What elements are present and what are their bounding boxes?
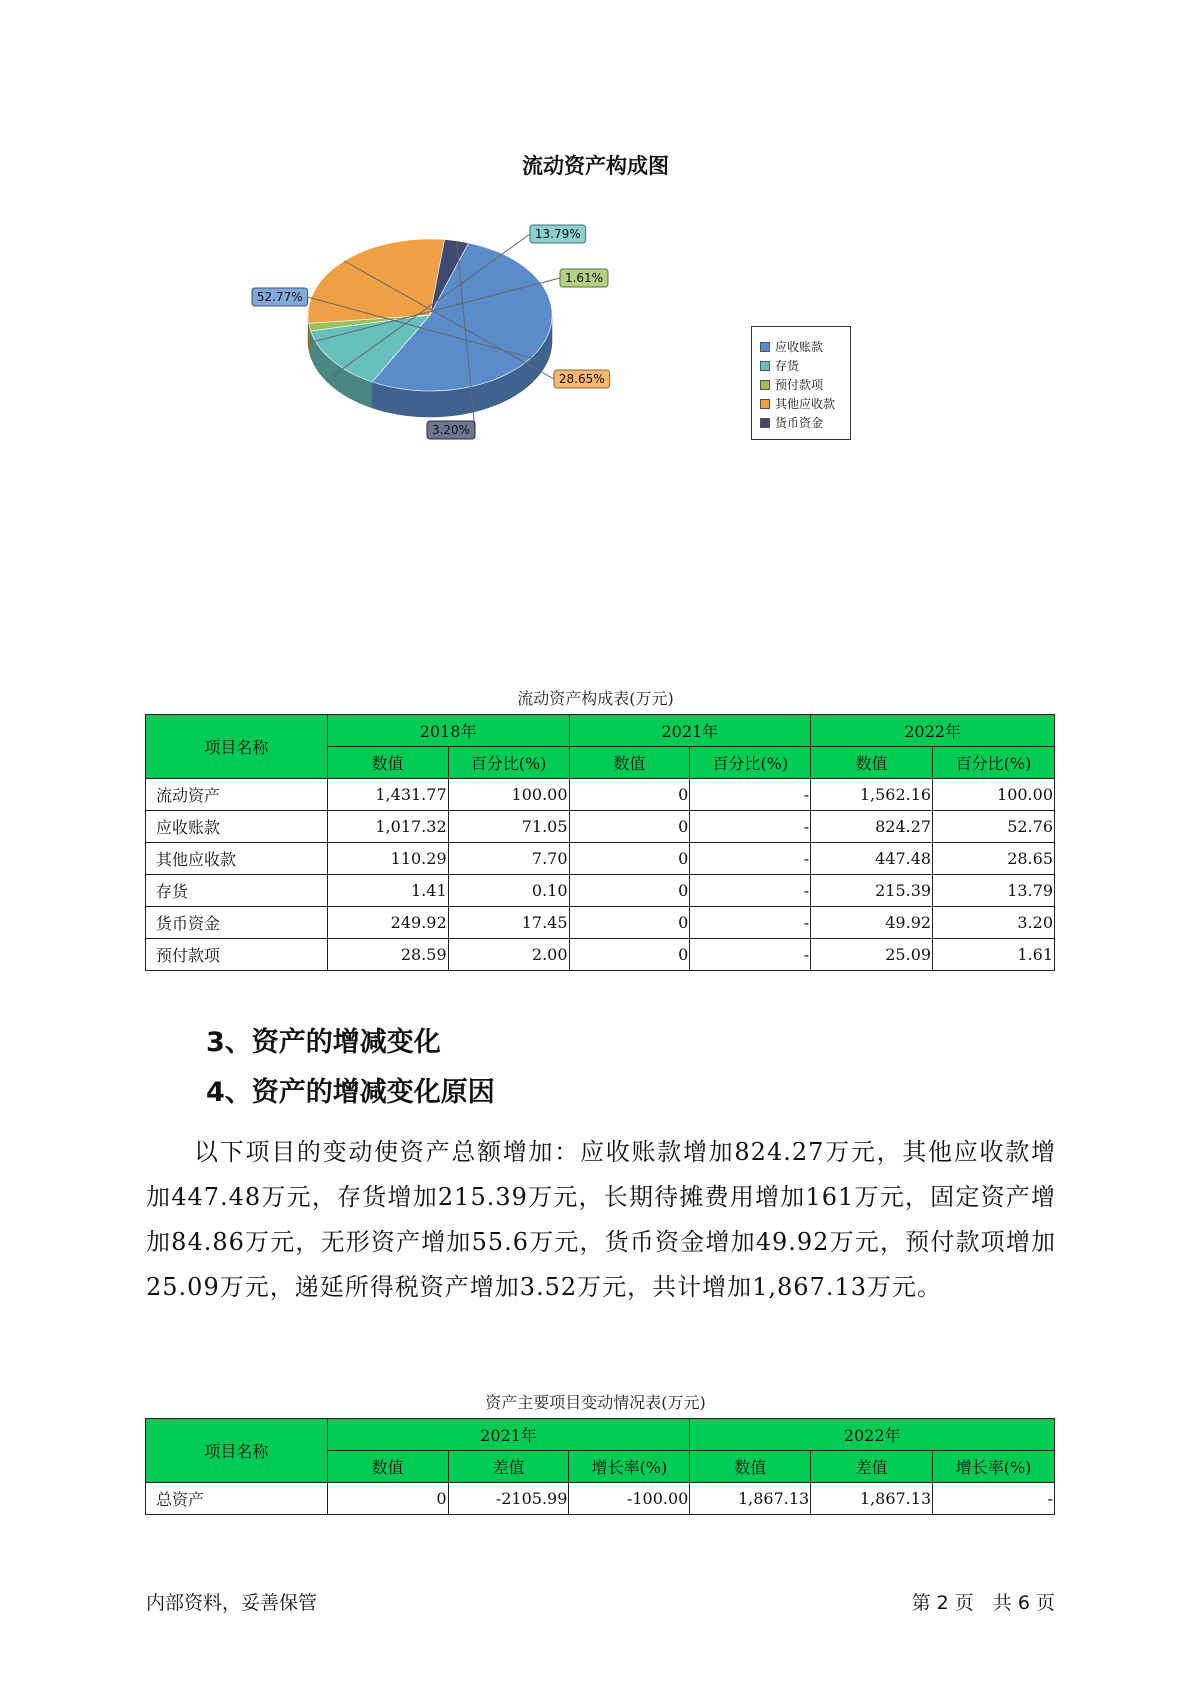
table-row: [146, 779, 1055, 811]
header-percent: 百分比(%): [933, 747, 1055, 779]
legend-swatch: [760, 342, 770, 352]
header-item-name: 项目名称: [146, 715, 328, 779]
header-difference: 差值: [448, 1451, 569, 1483]
legend-label: 货币资金: [775, 416, 824, 430]
header-percent: 百分比(%): [448, 747, 569, 779]
cell: 0: [569, 779, 690, 811]
cell: 1.61: [933, 939, 1055, 971]
legend-swatch: [760, 418, 770, 428]
cell: -: [690, 779, 811, 811]
header-value: 数值: [811, 747, 933, 779]
cell: 13.79: [933, 875, 1055, 907]
section-heading-3: 3、资产的增减变化: [206, 1027, 441, 1058]
header-value: 数值: [569, 747, 690, 779]
data-label: 1.61%: [564, 271, 604, 285]
page-current: 2: [936, 1592, 949, 1614]
legend-item: [760, 356, 850, 375]
legend-label: 存货: [775, 359, 800, 373]
cell: 3.20: [933, 907, 1055, 939]
cell: 0: [569, 811, 690, 843]
section-heading-4: 4、资产的增减变化原因: [206, 1077, 495, 1108]
cell: 52.76: [933, 811, 1055, 843]
cell: -: [690, 875, 811, 907]
cell: 1,562.16: [811, 779, 933, 811]
table-header-row: [146, 715, 1055, 747]
pie-chart: [200, 210, 620, 470]
table-row: [146, 1483, 1055, 1515]
cell: 100.00: [933, 779, 1055, 811]
cell: 71.05: [448, 811, 569, 843]
cell: 28.59: [327, 939, 448, 971]
header-value: 数值: [690, 1451, 811, 1483]
cell: 0.10: [448, 875, 569, 907]
table1-caption: 流动资产构成表(万元): [517, 689, 674, 708]
cell: 25.09: [811, 939, 933, 971]
legend-label: 其他应收款: [775, 397, 836, 411]
cell: 1,431.77: [327, 779, 448, 811]
cell: 49.92: [811, 907, 933, 939]
data-label: 28.65%: [558, 372, 605, 386]
cell: 28.65: [933, 843, 1055, 875]
table-row: [146, 843, 1055, 875]
row-name: 流动资产: [146, 779, 328, 811]
cell: 0: [327, 1483, 448, 1515]
cell: 2.00: [448, 939, 569, 971]
table-row: [146, 811, 1055, 843]
cell: -100.00: [569, 1483, 690, 1515]
legend-item: [760, 394, 850, 413]
cell: 100.00: [448, 779, 569, 811]
cell: 447.48: [811, 843, 933, 875]
data-label: 52.77%: [256, 290, 303, 304]
page-mid: 页 共: [954, 1592, 1012, 1614]
legend-label: 应收账款: [775, 340, 824, 354]
header-year: 2021年: [569, 715, 811, 747]
chart-title: 流动资产构成图: [522, 154, 669, 178]
page-total: 6: [1017, 1592, 1030, 1614]
header-growth-rate: 增长率(%): [933, 1451, 1055, 1483]
cell: 7.70: [448, 843, 569, 875]
cell: 215.39: [811, 875, 933, 907]
cell: -: [690, 811, 811, 843]
row-name: 总资产: [146, 1483, 328, 1515]
cell: -: [690, 843, 811, 875]
cell: 249.92: [327, 907, 448, 939]
legend-item: [760, 337, 850, 356]
table-row: [146, 875, 1055, 907]
header-value: 数值: [327, 1451, 448, 1483]
header-year: 2022年: [690, 1419, 1055, 1451]
legend-swatch: [760, 399, 770, 409]
asset-change-table: [145, 1418, 1055, 1515]
body-paragraph: 以下项目的变动使资产总额增加：应收账款增加824.27万元，其他应收款增加447.48万元，存货增加215.39万元，长期待摊费用增加161万元，固定资产增加84.86万元，无形资产增加55.6万元，货币资金增加49.92万元，预付款项增加25.09万元，递延所得税资产增加3.52万元，共计增加1,867.13万元。: [146, 1138, 1056, 1301]
legend-item: [760, 413, 850, 432]
data-label: 13.79%: [534, 227, 581, 241]
row-name: 应收账款: [146, 811, 328, 843]
chart-legend: [751, 326, 851, 440]
cell: 1.41: [327, 875, 448, 907]
legend-swatch: [760, 380, 770, 390]
cell: -: [690, 907, 811, 939]
page-prefix: 第: [911, 1592, 931, 1614]
header-item-name: 项目名称: [146, 1419, 328, 1483]
cell: -: [933, 1483, 1055, 1515]
cell: 0: [569, 939, 690, 971]
row-name: 其他应收款: [146, 843, 328, 875]
header-year: 2018年: [327, 715, 569, 747]
cell: -2105.99: [448, 1483, 569, 1515]
row-name: 货币资金: [146, 907, 328, 939]
cell: 1,867.13: [690, 1483, 811, 1515]
header-year: 2022年: [811, 715, 1055, 747]
row-name: 存货: [146, 875, 328, 907]
table-row: [146, 907, 1055, 939]
legend-swatch: [760, 361, 770, 371]
cell: -: [690, 939, 811, 971]
footer-note: 内部资料，妥善保管: [146, 1592, 318, 1614]
legend-item: [760, 375, 850, 394]
header-difference: 差值: [811, 1451, 933, 1483]
row-name: 预付款项: [146, 939, 328, 971]
cell: 0: [569, 843, 690, 875]
cell: 824.27: [811, 811, 933, 843]
page-suffix: 页: [1035, 1592, 1055, 1614]
table-row: [146, 939, 1055, 971]
header-percent: 百分比(%): [690, 747, 811, 779]
cell: 110.29: [327, 843, 448, 875]
header-growth-rate: 增长率(%): [569, 1451, 690, 1483]
table-header-row: [146, 1419, 1055, 1451]
table2-caption: 资产主要项目变动情况表(万元): [485, 1393, 706, 1412]
page-number: [893, 1588, 1055, 1615]
legend-label: 预付款项: [775, 378, 824, 392]
header-value: 数值: [327, 747, 448, 779]
cell: 1,867.13: [811, 1483, 933, 1515]
cell: 17.45: [448, 907, 569, 939]
cell: 1,017.32: [327, 811, 448, 843]
data-label: 3.20%: [431, 423, 471, 437]
cell: 0: [569, 875, 690, 907]
header-year: 2021年: [327, 1419, 690, 1451]
current-assets-table: [145, 714, 1055, 971]
cell: 0: [569, 907, 690, 939]
